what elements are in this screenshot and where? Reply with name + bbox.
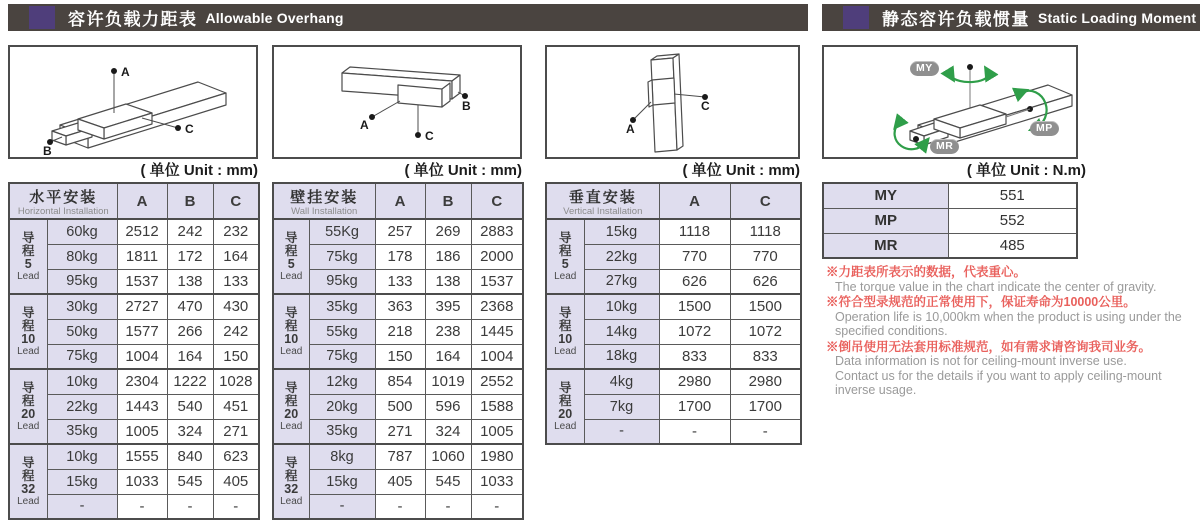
table-row: [546, 369, 801, 394]
overhang-value: 2727: [117, 294, 167, 319]
lead-number: 10: [284, 331, 299, 346]
overhang-value: 833: [730, 344, 801, 369]
static-loading-moment-table: [822, 182, 1078, 259]
lead-zh-char: 程: [284, 393, 298, 408]
column-header: A: [659, 183, 730, 219]
lead-zh-char: 程: [21, 243, 35, 258]
table-row: [273, 394, 523, 419]
lead-zh-char: 导: [558, 305, 572, 320]
lead-en: Lead: [280, 495, 303, 507]
table-row: [273, 419, 523, 444]
lead-en: Lead: [17, 495, 40, 507]
overhang-value: 138: [167, 269, 213, 294]
table-row: [823, 208, 1077, 233]
moment-value: 485: [948, 233, 1077, 258]
note-en: specified conditions.: [835, 324, 948, 338]
note-en: inverse usage.: [835, 383, 917, 397]
overhang-value: 451: [213, 394, 259, 419]
lead-zh-char: 程: [21, 318, 35, 333]
lead-zh-char: 程: [558, 393, 572, 408]
lead-number: 20: [558, 406, 573, 421]
overhang-value: 1118: [659, 219, 730, 244]
overhang-value: 1700: [730, 394, 801, 419]
load-weight: 7kg: [584, 394, 659, 419]
overhang-value: 178: [375, 244, 425, 269]
overhang-value: 2368: [471, 294, 523, 319]
lead-zh-char: 程: [284, 243, 298, 258]
actuator-isometric-drawing: [547, 47, 798, 157]
note-zh: ※符合型录规范的正常使用下，保证寿命为10000公里。: [826, 295, 1136, 309]
lead-zh-char: 导: [284, 455, 298, 470]
overhang-value: 2883: [471, 219, 523, 244]
overhang-value: 1500: [730, 294, 801, 319]
point-b-label: B: [462, 99, 471, 113]
column-header: C: [213, 183, 259, 219]
table-title-en: Horizontal Installation: [17, 205, 109, 217]
lead-number: 32: [21, 481, 36, 496]
overhang-value: 238: [425, 319, 471, 344]
overhang-value: 545: [167, 469, 213, 494]
overhang-value: 271: [213, 419, 259, 444]
load-weight: 10kg: [584, 294, 659, 319]
load-weight: 12kg: [309, 369, 375, 394]
table-row: [546, 244, 801, 269]
table-row: [9, 444, 259, 469]
overhang-value: 833: [659, 344, 730, 369]
load-weight: 35kg: [309, 419, 375, 444]
lead-zh-char: 程: [558, 243, 572, 258]
lead-zh-char: 导: [21, 380, 35, 395]
table-title: [9, 183, 117, 219]
overhang-value: 271: [375, 419, 425, 444]
lead-zh-char: 程: [21, 468, 35, 483]
overhang-value: 1577: [117, 319, 167, 344]
overhang-value: 164: [425, 344, 471, 369]
lead-zh-char: 导: [558, 230, 572, 245]
table-row: [546, 294, 801, 319]
table-row: [9, 219, 259, 244]
lead-en: Lead: [280, 345, 303, 357]
point-c-label: C: [185, 122, 194, 136]
overhang-value: 269: [425, 219, 471, 244]
load-weight: 55kg: [309, 319, 375, 344]
overhang-value: 242: [167, 219, 213, 244]
lead-number: 20: [284, 406, 299, 421]
overhang-value: 626: [659, 269, 730, 294]
purple-accent-square: [29, 6, 55, 29]
lead-group-label: [273, 369, 309, 444]
overhang-value: 405: [375, 469, 425, 494]
horizontal-installation-table-host: [8, 182, 260, 520]
table-row: [546, 344, 801, 369]
lead-zh-char: 程: [21, 393, 35, 408]
overhang-value: 257: [375, 219, 425, 244]
overhang-value: 1004: [117, 344, 167, 369]
column-header: B: [167, 183, 213, 219]
section-title-en: Static Loading Moment: [1038, 9, 1197, 26]
vertical-installation-diagram: [545, 45, 800, 159]
overhang-value: 2980: [730, 369, 801, 394]
overhang-value: 787: [375, 444, 425, 469]
load-weight: 30kg: [47, 294, 117, 319]
overhang-value: -: [471, 494, 523, 519]
column-header: C: [730, 183, 801, 219]
point-a-label: A: [121, 65, 130, 79]
note-en: Contact us for the details if you want to apply ceiling-mount: [835, 368, 1162, 383]
table-row: [273, 369, 523, 394]
table-row: [273, 319, 523, 344]
lead-number: 10: [558, 331, 573, 346]
overhang-value: 500: [375, 394, 425, 419]
note-en: The torque value in the chart indicate the center of gravity.: [835, 279, 1157, 294]
load-weight: 22kg: [47, 394, 117, 419]
unit-label-mm: ( 单位 Unit : mm): [682, 162, 800, 179]
lead-en: Lead: [280, 270, 303, 282]
overhang-value: 2304: [117, 369, 167, 394]
overhang-value: 2980: [659, 369, 730, 394]
overhang-value: 1445: [471, 319, 523, 344]
section-title-zh: 容许负载力距表: [68, 10, 198, 29]
lead-number: 10: [21, 331, 36, 346]
lead-en: Lead: [554, 420, 577, 432]
section-header-static-loading-moment: [822, 4, 1200, 31]
load-weight: 20kg: [309, 394, 375, 419]
installation-table: [8, 182, 260, 520]
footnotes: [826, 264, 1198, 398]
note-en: Operation life is 10,000km when the product is using under the: [835, 309, 1182, 324]
overhang-value: 150: [213, 344, 259, 369]
lead-zh-char: 导: [21, 230, 35, 245]
lead-group-label: [273, 219, 309, 294]
point-a-label: A: [360, 118, 369, 132]
installation-table: [545, 182, 802, 445]
table-row: [546, 394, 801, 419]
lead-zh-char: 导: [21, 455, 35, 470]
lead-zh-char: 程: [284, 468, 298, 483]
overhang-value: 324: [167, 419, 213, 444]
table-row: [546, 219, 801, 244]
overhang-value: 1060: [425, 444, 471, 469]
table-row: [273, 219, 523, 244]
lead-zh-char: 程: [558, 318, 572, 333]
load-weight: 27kg: [584, 269, 659, 294]
wall-installation-diagram: [272, 45, 522, 159]
unit-label-mm: ( 单位 Unit : mm): [404, 162, 522, 179]
section-title-zh: 静态容许负载惯量: [882, 10, 1030, 29]
overhang-value: 138: [425, 269, 471, 294]
table-row: [273, 294, 523, 319]
overhang-value: 1555: [117, 444, 167, 469]
lead-group-label: [9, 219, 47, 294]
overhang-value: -: [730, 419, 801, 444]
table-title-zh: 垂直安装: [568, 188, 637, 206]
lead-zh-char: 导: [21, 305, 35, 320]
overhang-value: 1005: [471, 419, 523, 444]
overhang-value: 1588: [471, 394, 523, 419]
load-weight: 14kg: [584, 319, 659, 344]
load-weight: 50kg: [47, 319, 117, 344]
load-weight: 15kg: [309, 469, 375, 494]
point-c-label: C: [425, 129, 434, 143]
overhang-value: 854: [375, 369, 425, 394]
load-weight: 15kg: [47, 469, 117, 494]
lead-group-label: [546, 219, 584, 294]
load-weight: 35kg: [309, 294, 375, 319]
lead-number: 5: [561, 256, 569, 271]
load-weight: 35kg: [47, 419, 117, 444]
table-row: [546, 419, 801, 444]
overhang-value: 540: [167, 394, 213, 419]
overhang-value: 1811: [117, 244, 167, 269]
load-weight: -: [584, 419, 659, 444]
overhang-value: 218: [375, 319, 425, 344]
lead-en: Lead: [17, 420, 40, 432]
table-row: [823, 183, 1077, 208]
unit-label-nm: ( 单位 Unit : N.m): [966, 162, 1086, 179]
load-weight: 60kg: [47, 219, 117, 244]
table-row: [823, 233, 1077, 258]
overhang-value: 164: [213, 244, 259, 269]
load-weight: 4kg: [584, 369, 659, 394]
overhang-value: 1537: [471, 269, 523, 294]
load-weight: -: [309, 494, 375, 519]
overhang-value: 232: [213, 219, 259, 244]
table-row: [546, 319, 801, 344]
overhang-value: 172: [167, 244, 213, 269]
overhang-value: 242: [213, 319, 259, 344]
header-row: [273, 183, 523, 219]
overhang-value: 623: [213, 444, 259, 469]
moment-axes-diagram: [822, 45, 1078, 159]
overhang-value: 186: [425, 244, 471, 269]
purple-accent-square: [843, 6, 869, 29]
column-header: C: [471, 183, 523, 219]
lead-number: 32: [284, 481, 299, 496]
overhang-value: -: [117, 494, 167, 519]
my-moment-badge: MY: [910, 61, 939, 76]
lead-zh-char: 导: [284, 380, 298, 395]
moment-axis-label: MR: [823, 233, 948, 258]
overhang-value: 770: [730, 244, 801, 269]
moment-axis-label: MY: [823, 183, 948, 208]
load-weight: 75kg: [309, 344, 375, 369]
overhang-value: -: [659, 419, 730, 444]
overhang-value: 1072: [659, 319, 730, 344]
lead-group-label: [546, 369, 584, 444]
lead-group-label: [273, 294, 309, 369]
load-weight: 22kg: [584, 244, 659, 269]
table-row: [273, 469, 523, 494]
table-row: [9, 344, 259, 369]
lead-en: Lead: [554, 270, 577, 282]
table-row: [273, 269, 523, 294]
overhang-value: 840: [167, 444, 213, 469]
overhang-value: 770: [659, 244, 730, 269]
overhang-value: 2000: [471, 244, 523, 269]
table-row: [9, 394, 259, 419]
load-weight: 10kg: [47, 369, 117, 394]
section-title-en: Allowable Overhang: [205, 9, 344, 26]
table-title-zh: 壁挂安装: [290, 188, 359, 206]
column-header: A: [117, 183, 167, 219]
note-zh: ※倒吊使用无法套用标准规范，如有需求请咨询我司业务。: [826, 339, 1152, 354]
table-row: [9, 294, 259, 319]
overhang-value: 324: [425, 419, 471, 444]
overhang-value: -: [425, 494, 471, 519]
lead-en: Lead: [554, 345, 577, 357]
column-header: A: [375, 183, 425, 219]
lead-en: Lead: [17, 270, 40, 282]
overhang-value: 2512: [117, 219, 167, 244]
overhang-value: 1500: [659, 294, 730, 319]
overhang-value: -: [213, 494, 259, 519]
overhang-value: 1072: [730, 319, 801, 344]
column-header: B: [425, 183, 471, 219]
overhang-value: 150: [375, 344, 425, 369]
section-header-allowable-overhang: [8, 4, 808, 31]
load-weight: 10kg: [47, 444, 117, 469]
table-row: [546, 269, 801, 294]
overhang-value: 545: [425, 469, 471, 494]
overhang-value: 1028: [213, 369, 259, 394]
lead-number: 5: [287, 256, 295, 271]
horizontal-installation-diagram: [8, 45, 258, 159]
lead-zh-char: 导: [284, 305, 298, 320]
mr-moment-badge: MR: [930, 139, 959, 154]
overhang-value: 164: [167, 344, 213, 369]
overhang-value: 1004: [471, 344, 523, 369]
lead-group-label: [9, 369, 47, 444]
lead-group-label: [546, 294, 584, 369]
lead-number: 20: [21, 406, 36, 421]
table-row: [9, 369, 259, 394]
load-weight: 95kg: [47, 269, 117, 294]
overhang-value: 1700: [659, 394, 730, 419]
table-title-zh: 水平安装: [29, 188, 98, 206]
overhang-value: 1005: [117, 419, 167, 444]
lead-group-label: [9, 294, 47, 369]
lead-zh-char: 导: [284, 230, 298, 245]
load-weight: 15kg: [584, 219, 659, 244]
point-b-label: B: [43, 144, 52, 157]
actuator-body: [52, 82, 226, 148]
note-en: Data information is not for ceiling-mount inverse use.: [835, 354, 1127, 368]
lead-zh-char: 导: [558, 380, 572, 395]
table-row: [273, 494, 523, 519]
moment-axis-label: MP: [823, 208, 948, 233]
header-row: [9, 183, 259, 219]
table-row: [273, 344, 523, 369]
overhang-value: -: [167, 494, 213, 519]
overhang-value: -: [375, 494, 425, 519]
overhang-value: 1019: [425, 369, 471, 394]
actuator-isometric-drawing: [274, 47, 520, 157]
overhang-value: 133: [375, 269, 425, 294]
moment-value: 551: [948, 183, 1077, 208]
point-c-label: C: [701, 99, 710, 113]
overhang-value: 266: [167, 319, 213, 344]
moment-value: 552: [948, 208, 1077, 233]
table-row: [9, 469, 259, 494]
table-row: [9, 244, 259, 269]
overhang-value: 1222: [167, 369, 213, 394]
overhang-value: 1033: [117, 469, 167, 494]
load-weight: 18kg: [584, 344, 659, 369]
wall-installation-table-host: [272, 182, 524, 520]
overhang-value: 430: [213, 294, 259, 319]
table-row: [9, 419, 259, 444]
load-weight: -: [47, 494, 117, 519]
overhang-value: 470: [167, 294, 213, 319]
overhang-value: 596: [425, 394, 471, 419]
overhang-value: 1118: [730, 219, 801, 244]
table-row: [9, 319, 259, 344]
overhang-value: 2552: [471, 369, 523, 394]
overhang-value: 1980: [471, 444, 523, 469]
lead-group-label: [9, 444, 47, 519]
unit-label-mm: ( 单位 Unit : mm): [140, 162, 258, 179]
actuator-body: [910, 85, 1072, 146]
table-row: [273, 244, 523, 269]
lead-en: Lead: [17, 345, 40, 357]
overhang-value: 1537: [117, 269, 167, 294]
overhang-value: 1033: [471, 469, 523, 494]
table-title-en: Vertical Installation: [563, 205, 643, 217]
table-row: [9, 269, 259, 294]
overhang-value: 395: [425, 294, 471, 319]
actuator-body: [342, 67, 460, 107]
overhang-value: 133: [213, 269, 259, 294]
vertical-installation-table-host: [545, 182, 802, 445]
actuator-body: [648, 54, 683, 152]
table-title: [546, 183, 659, 219]
overhang-value: 363: [375, 294, 425, 319]
overhang-value: 405: [213, 469, 259, 494]
table-title: [273, 183, 375, 219]
lead-zh-char: 程: [284, 318, 298, 333]
header-row: [546, 183, 801, 219]
installation-table: [272, 182, 524, 520]
lead-number: 5: [24, 256, 32, 271]
note-zh: ※力距表所表示的数据，代表重心。: [826, 265, 1027, 279]
table-row: [273, 444, 523, 469]
lead-group-label: [273, 444, 309, 519]
load-weight: 75kg: [47, 344, 117, 369]
point-a-label: A: [626, 122, 635, 136]
overhang-value: 1443: [117, 394, 167, 419]
lead-en: Lead: [280, 420, 303, 432]
mp-moment-badge: MP: [1030, 121, 1059, 136]
table-row: [9, 494, 259, 519]
load-weight: 55Kg: [309, 219, 375, 244]
load-weight: 80kg: [47, 244, 117, 269]
load-weight: 95kg: [309, 269, 375, 294]
table-title-en: Wall Installation: [291, 205, 358, 217]
load-weight: 75kg: [309, 244, 375, 269]
load-weight: 8kg: [309, 444, 375, 469]
overhang-value: 626: [730, 269, 801, 294]
actuator-isometric-drawing: [10, 47, 256, 157]
